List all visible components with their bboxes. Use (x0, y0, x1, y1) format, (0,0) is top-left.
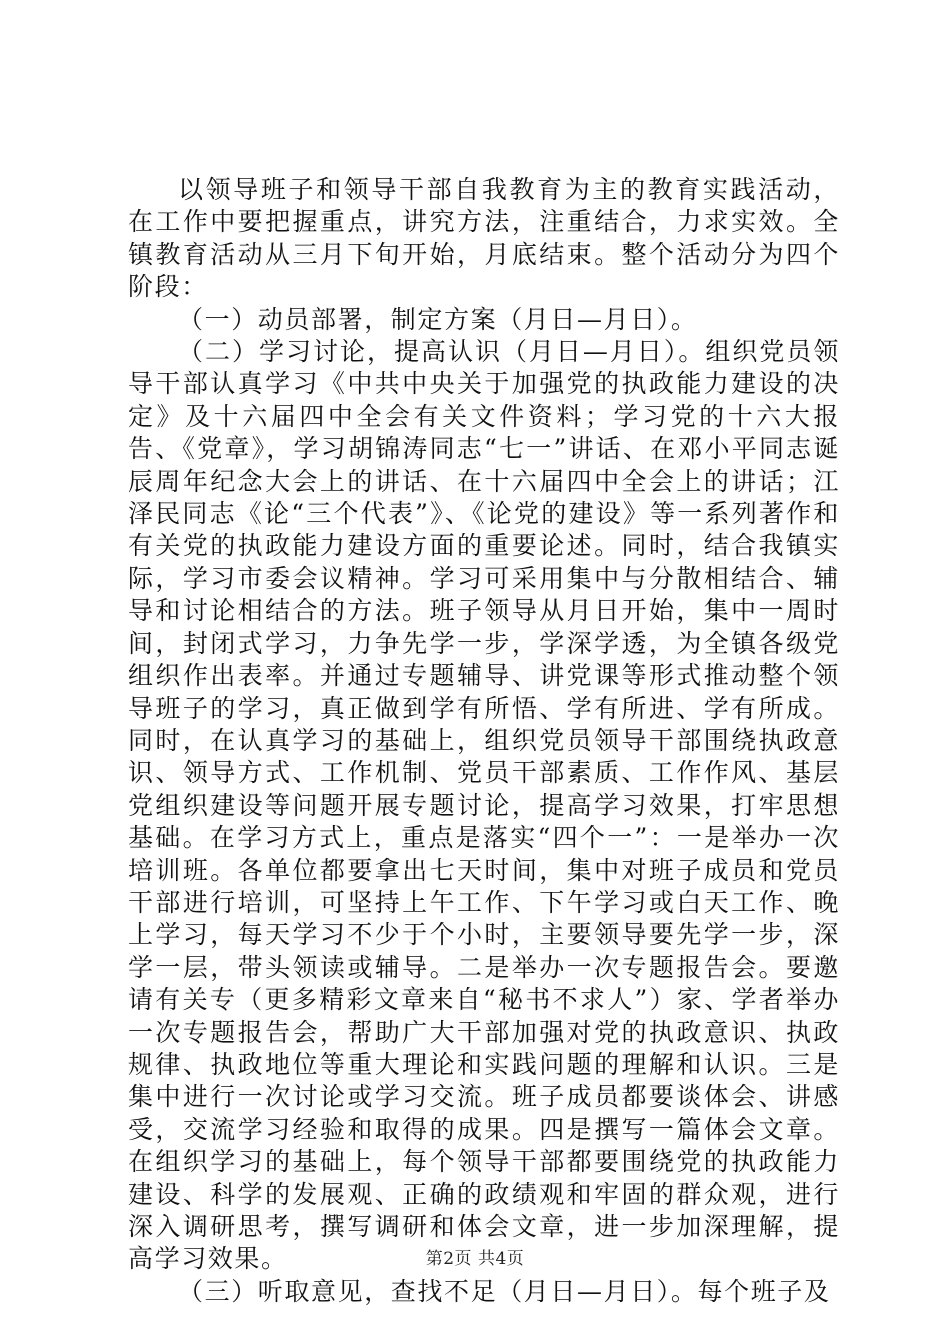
paragraph-stage-3: （三）听取意见，查找不足（月日—月日）。每个班子及 (178, 1276, 831, 1306)
paragraph-stage-2: （二）学习讨论，提高认识（月日—月日）。组织党员领导干部认真学习《中共中央关于加强党的执政能力建设的决定》及十六届四中全会有关文件资料；学习党的十六大报告、《党章》，学习胡锦涛同志“七一”讲话、在邓小平同志诞辰周年纪念大会上的讲话、在十六届四中全会上的讲话；江泽民同志《论“三个代表”》、《论党的建设》等一系列著作和有关党的执政能力建设方面的重要论述。同时，结合我镇实际，学习市委会议精神。学习可采用集中与分散相结合、辅导和讨论相结合的方法。班子领导从月日开始，集中一周时间，封闭式学习，力争先学一步，学深学透，为全镇各级党组织作出表率。并通过专题辅导、讲党课等形式推动整个领导班子的学习，真正做到学有所悟、学有所进、学有所成。同时，在认真学习的基础上，组织党员领导干部围绕执政意识、领导方式、工作机制、党员干部素质、工作作风、基层党组织建设等问题开展专题讨论，提高学习效果，打牢思想基础。在学习方式上，重点是落实“四个一”：一是举办一次培训班。各单位都要拿出七天时间，集中对班子成员和党员干部进行培训，可坚持上午工作、下午学习或白天工作、晚上学习，每天学习不少于个小时，主要领导要先学一步，深学一层，带头领读或辅导。二是举办一次专题报告会。要邀请有关专（更多精彩文章来自“秘书不求人”）家、学者举办一次专题报告会，帮助广大干部加强对党的执政意识、执政规律、执政地位等重大理论和实践问题的理解和认识。三是集中进行一次讨论或学习交流。班子成员都要谈体会、讲感受，交流学习经验和取得的成果。四是撰写一篇体会文章。在组织学习的基础上，每个领导干部都要围绕党的执政能力建设、科学的发展观、正确的政绩观和牢固的群众观，进行深入调研思考，撰写调研和体会文章，进一步加深理解，提高学习效果。 (128, 337, 840, 1274)
page-number-footer: 第2页 共4页 (425, 1249, 525, 1269)
paragraph-intro: 以领导班子和领导干部自我教育为主的教育实践活动，在工作中要把握重点，讲究方法，注重结合，力求实效。全镇教育活动从三月下旬开始，月底结束。整个活动分为四个阶段： (128, 175, 840, 302)
document-body (128, 174, 840, 1308)
paragraph-stage-1: （一）动员部署，制定方案（月日—月日）。 (178, 304, 698, 334)
